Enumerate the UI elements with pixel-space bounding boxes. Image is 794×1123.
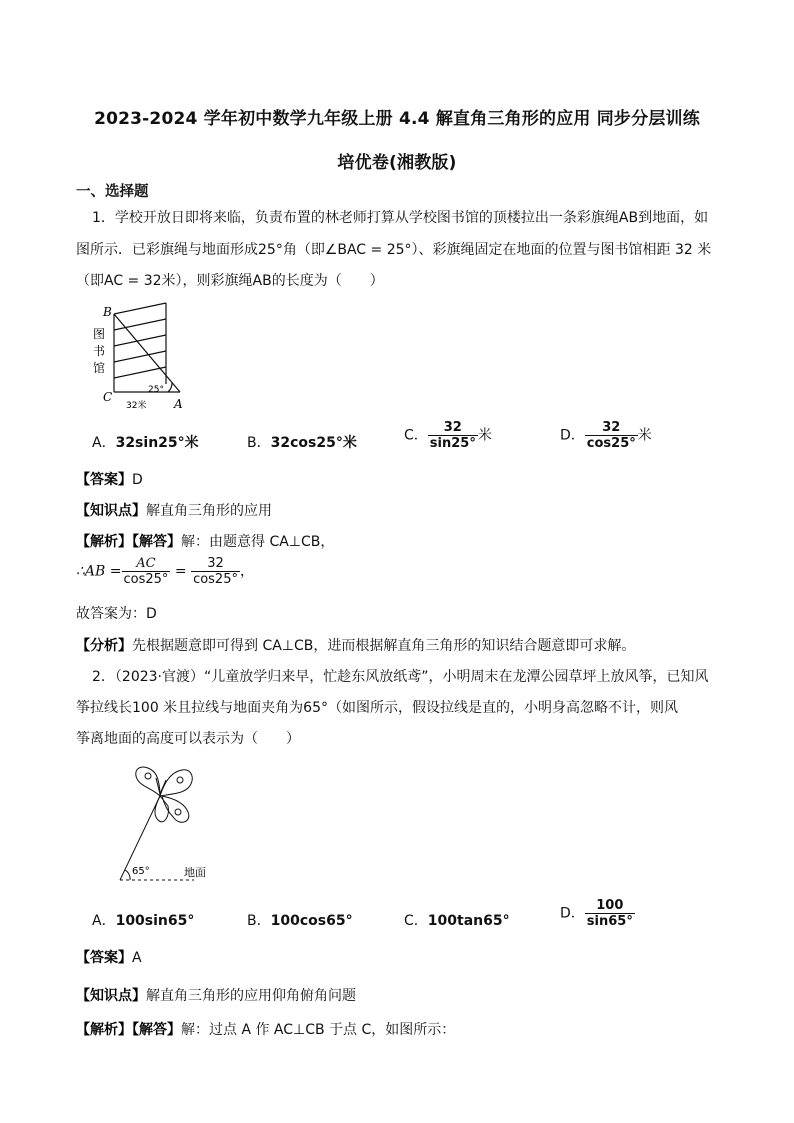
- analysis-tag: 【解析】【解答】: [76, 534, 181, 550]
- review-tag: 【分析】: [76, 638, 132, 654]
- angle-arc: [125, 870, 130, 880]
- fraction-denominator: cos25°: [193, 572, 238, 587]
- label-c: C: [103, 390, 113, 404]
- option-letter: A．: [92, 435, 116, 451]
- fraction-numerator: 32: [585, 420, 638, 436]
- q2-answer: [76, 947, 142, 967]
- option-unit: 米: [637, 427, 652, 444]
- q2-analysis: [76, 1019, 455, 1039]
- building-char-3: 馆: [93, 361, 106, 375]
- ground-label: 地面: [184, 866, 206, 879]
- answer-value: D: [132, 472, 143, 488]
- flag-rope: [114, 314, 180, 392]
- kite-wing-upper-left: [136, 767, 160, 796]
- kite-wing-lower-left: [155, 796, 168, 822]
- q2-option-a[interactable]: [92, 910, 194, 930]
- analysis-tag: 【解析】【解答】: [76, 1022, 181, 1038]
- fraction-numerator: 32: [191, 556, 240, 572]
- option-value: 100sin65°: [115, 913, 195, 929]
- q1-option-a[interactable]: [92, 432, 199, 452]
- q2-knowledge: [76, 985, 356, 1005]
- q1-conclusion: 故答案为：D: [76, 606, 157, 622]
- angle-label: 25°: [148, 385, 164, 395]
- analysis-text: 解：过点 A 作 AC⊥CB 于点 C，如图所示：: [181, 1022, 456, 1038]
- option-fraction: [585, 898, 635, 929]
- formula-suffix: ，: [239, 563, 254, 580]
- building-char-2: 书: [93, 344, 106, 358]
- q1-stem-line3: （即AC = 32米），则彩旗绳AB的长度为（ ）: [76, 273, 384, 289]
- answer-tag: 【答案】: [76, 472, 132, 488]
- knowledge-value: 解直角三角形的应用: [146, 503, 272, 519]
- building-char-1: 图: [93, 327, 106, 341]
- equals-sign: =: [170, 563, 192, 580]
- formula-fraction-2: [191, 556, 240, 587]
- q1-formula: [76, 556, 254, 587]
- option-letter: C．: [404, 913, 428, 929]
- q2-option-d[interactable]: [560, 898, 635, 929]
- document-title-line1: 2023-2024 学年初中数学九年级上册 4.4 解直角三角形的应用 同步分层训练: [94, 109, 700, 129]
- fraction-denominator: sin65°: [586, 914, 633, 929]
- q2-option-b[interactable]: [247, 910, 353, 930]
- fraction-denominator: sin25°: [429, 436, 476, 451]
- formula-prefix: ∴AB =: [76, 563, 122, 580]
- label-b: B: [103, 305, 112, 319]
- q2-stem-line3: 筝离地面的高度可以表示为（ ）: [76, 731, 300, 747]
- formula-fraction-1: [122, 556, 171, 587]
- q2-stem-line1: 2．（2023·官渡）“儿童放学归来早，忙趁东风放纸鸢”，小明周末在龙潭公园草坪上放风筝，已知风: [92, 669, 709, 685]
- q1-option-d[interactable]: [560, 420, 652, 451]
- knowledge-tag: 【知识点】: [76, 503, 146, 519]
- q1-analysis: [76, 531, 334, 551]
- option-letter: C．: [404, 427, 428, 444]
- fraction-denominator: cos25°: [123, 572, 169, 587]
- option-fraction: [428, 420, 478, 451]
- option-value: 100tan65°: [427, 913, 510, 929]
- q1-figure: [88, 300, 198, 415]
- option-value: 32sin25°米: [115, 435, 199, 451]
- option-unit: 米: [477, 427, 492, 444]
- knowledge-tag: 【知识点】: [76, 988, 146, 1004]
- fraction-numerator: AC: [122, 556, 171, 572]
- option-letter: B．: [247, 435, 271, 451]
- option-letter: A．: [92, 913, 116, 929]
- q2-figure: [112, 758, 222, 888]
- fraction-numerator: 100: [585, 898, 635, 914]
- q2-stem-line2: 筝拉线长100 米且拉线与地面夹角为65°（如图所示，假设拉线是直的，小明身高忽略不计，则风: [76, 700, 678, 716]
- angle-label: 65°: [132, 866, 150, 877]
- option-letter: D．: [560, 905, 585, 922]
- q1-knowledge: [76, 500, 272, 520]
- option-fraction: [585, 420, 638, 451]
- q1-stem-line1: 1．学校开放日即将来临，负责布置的林老师打算从学校图书馆的顶楼拉出一条彩旗绳AB到地面，如: [92, 210, 709, 226]
- option-letter: D．: [560, 427, 585, 444]
- q1-stem-line2: 图所示．已彩旗绳与地面形成25°角（即∠BAC = 25°）、彩旗绳固定在地面的位置与图书馆相距 32 米: [76, 242, 712, 258]
- document-title-line2: 培优卷(湘教版): [337, 153, 457, 173]
- knowledge-value: 解直角三角形的应用仰角俯角问题: [146, 988, 356, 1004]
- review-text: 先根据题意即可得到 CA⊥CB，进而根据解直角三角形的知识结合题意即可求解。: [132, 638, 636, 654]
- q1-answer: [76, 469, 143, 489]
- option-value: 32cos25°米: [270, 435, 357, 451]
- q1-review: [76, 635, 635, 655]
- option-value: 100cos65°: [270, 913, 353, 929]
- fraction-denominator: cos25°: [586, 436, 636, 451]
- q2-option-c[interactable]: [404, 910, 510, 930]
- section-heading: 一、选择题: [76, 184, 149, 200]
- q1-option-b[interactable]: [247, 432, 357, 452]
- answer-tag: 【答案】: [76, 950, 132, 966]
- q1-option-c[interactable]: [404, 420, 492, 451]
- fraction-numerator: 32: [428, 420, 478, 436]
- label-a: A: [174, 397, 183, 411]
- distance-label: 32米: [126, 401, 147, 411]
- answer-value: A: [132, 950, 142, 966]
- option-letter: B．: [247, 913, 271, 929]
- analysis-text: 解：由题意得 CA⊥CB，: [181, 534, 335, 550]
